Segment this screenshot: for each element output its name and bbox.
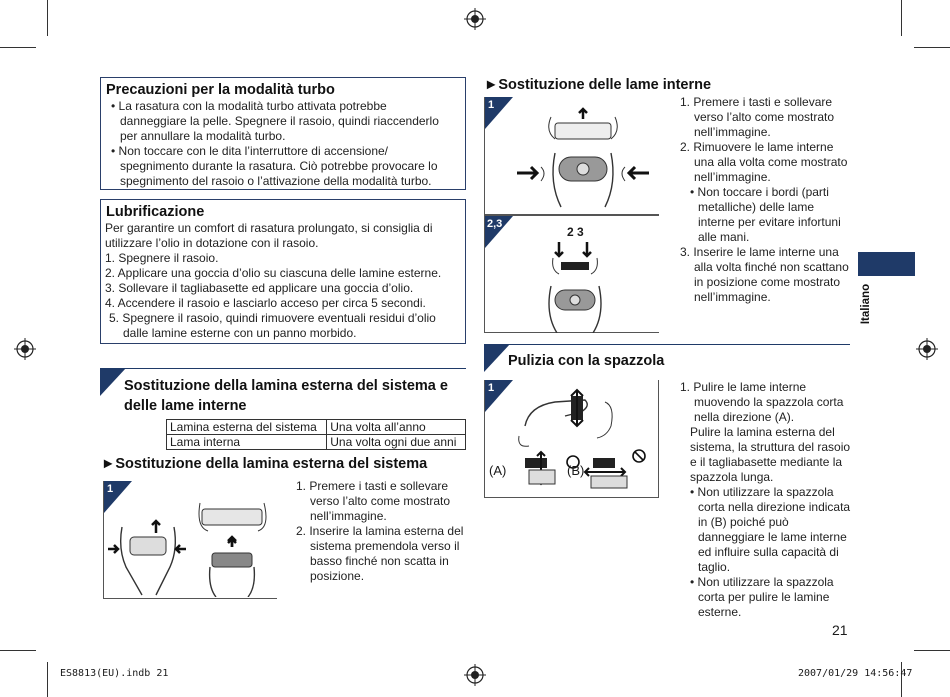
brush-title: Pulizia con la spazzola (508, 353, 665, 369)
figure-label: 1 (488, 382, 495, 394)
brush-steps (676, 380, 851, 620)
blade-step: 1. Premere i tasti e sollevare verso l’alto come mostrato nell’immagine. (680, 95, 835, 139)
lubrication-step: 5. Spegnere il rasoio, quindi rimuovere eventuali residui d’olio dalle lamine esterne con un panno morbido. (109, 311, 436, 340)
label-a: (A) (489, 463, 507, 478)
blade-replace-steps (676, 95, 851, 305)
registration-mark-icon (916, 338, 938, 360)
language-label-wrap (858, 282, 874, 326)
blade-replace-title: ►Sostituzione delle lame interne (484, 77, 712, 93)
blade-remove-figure (484, 97, 659, 215)
footer-file: ES8813(EU).indb 21 (60, 668, 169, 679)
registration-mark-icon (464, 8, 486, 30)
page-number: 21 (832, 622, 848, 638)
lubrication-intro: Per garantire un comfort di rasatura prolungato, si consiglia di utilizzare l’olio in dotazione con il rasoio. (105, 221, 433, 250)
section-rule (484, 344, 850, 345)
brush-step-continued: Pulire la lamina esterna del sistema, la struttura del rasoio e il tagliabasette mediante la spazzola lunga. (690, 425, 851, 484)
lubrication-body (105, 221, 461, 341)
crop-mark (914, 650, 950, 651)
brush-illustration-icon (515, 386, 655, 496)
lubrication-step: 3. Sollevare il tagliabasette ed applicare una goccia d’olio. (105, 281, 414, 295)
crop-mark (914, 47, 950, 48)
section-rule (100, 368, 466, 369)
brush-bullet: • Non utilizzare la spazzola corta nella direzione indicata in (B) poiché può danneggiare le lame interne ed influire sulla capacità di taglio. (690, 485, 851, 574)
brush-figure (484, 380, 659, 498)
crop-mark (0, 650, 36, 651)
foil-step: 1. Premere i tasti e sollevare verso l’alto come mostrato nell’immagine. (296, 479, 451, 523)
replace-section-title: Sostituzione della lamina esterna del sistema e delle lame interne (124, 378, 448, 414)
figure-label: 1 (488, 99, 495, 111)
lubrication-step: 1. Spegnere il rasoio. (105, 251, 219, 265)
language-tab (858, 252, 915, 276)
table-cell: Lamina esterna del sistema (167, 420, 327, 435)
lubrication-step: 4. Accendere il rasoio e lasciarlo acceso per circa 5 secondi. (105, 296, 426, 310)
crop-mark (47, 0, 48, 36)
replacement-schedule-table (166, 419, 466, 450)
blade-remove-illustration-icon (515, 103, 655, 213)
table-row (167, 420, 466, 435)
registration-mark-icon (14, 338, 36, 360)
foil-step: 2. Inserire la lamina esterna del sistema premendola verso il basso finché non scatta in posizione. (296, 524, 464, 583)
foil-replace-figure (103, 481, 277, 599)
registration-mark-icon (464, 664, 486, 686)
blade-insert-figure (484, 215, 659, 333)
table-cell: Lama interna (167, 435, 327, 450)
language-label: Italiano (860, 283, 872, 325)
lubrication-title: Lubrificazione (106, 204, 205, 220)
crop-mark (901, 0, 902, 36)
foil-replace-steps (292, 479, 464, 584)
brush-bullet: • Non utilizzare la spazzola corta per pulire le lamine esterne. (690, 575, 834, 619)
figure-label: 1 (107, 483, 114, 495)
blade-insert-illustration-icon (525, 238, 645, 333)
table-cell: Una volta ogni due anni (327, 435, 466, 450)
brush-step: 1. Pulire le lame interne muovendo la spazzola corta nella direzione (A). (680, 380, 844, 424)
crop-mark (0, 47, 36, 48)
section-corner (484, 344, 510, 372)
crop-mark (47, 662, 48, 697)
turbo-title: Precauzioni per la modalità turbo (106, 82, 335, 98)
turbo-precautions-box (100, 77, 466, 190)
blade-step: 3. Inserire le lame interne una alla volta finché non scattano in posizione come mostrato nell’immagine. (680, 245, 849, 304)
table-row (167, 435, 466, 450)
footer-datetime: 2007/01/29 14:56:47 (798, 668, 913, 679)
label-b: (B) (567, 463, 585, 478)
section-corner (100, 368, 126, 396)
figure-step-digits: 2 3 (567, 225, 584, 239)
turbo-bullet: • Non toccare con le dita l’interruttore di accensione/ spegnimento durante la rasatura. Ciò potrebbe provocare lo spegnimento del rasoio o l’attivazione della modalità turbo. (111, 144, 438, 188)
shaver-foil-illustration-icon (104, 497, 276, 597)
figure-label: 2,3 (487, 218, 503, 230)
lubrication-box (100, 199, 466, 344)
turbo-bullet: • La rasatura con la modalità turbo attivata potrebbe danneggiare la pelle. Spegnere il rasoio, quindi riaccenderlo per annullare la modalità turbo. (111, 99, 439, 143)
table-cell: Una volta all’anno (327, 420, 466, 435)
lubrication-step: 2. Applicare una goccia d’olio su ciascuna delle lamine esterne. (105, 266, 442, 280)
blade-bullet: • Non toccare i bordi (parti metalliche) delle lame interne per evitare infortuni alle mani. (690, 185, 841, 244)
turbo-bullets (105, 99, 455, 189)
blade-step: 2. Rimuovere le lame interne una alla volta come mostrato nell’immagine. (680, 140, 848, 184)
foil-replace-title: ►Sostituzione della lamina esterna del sistema (101, 456, 428, 472)
